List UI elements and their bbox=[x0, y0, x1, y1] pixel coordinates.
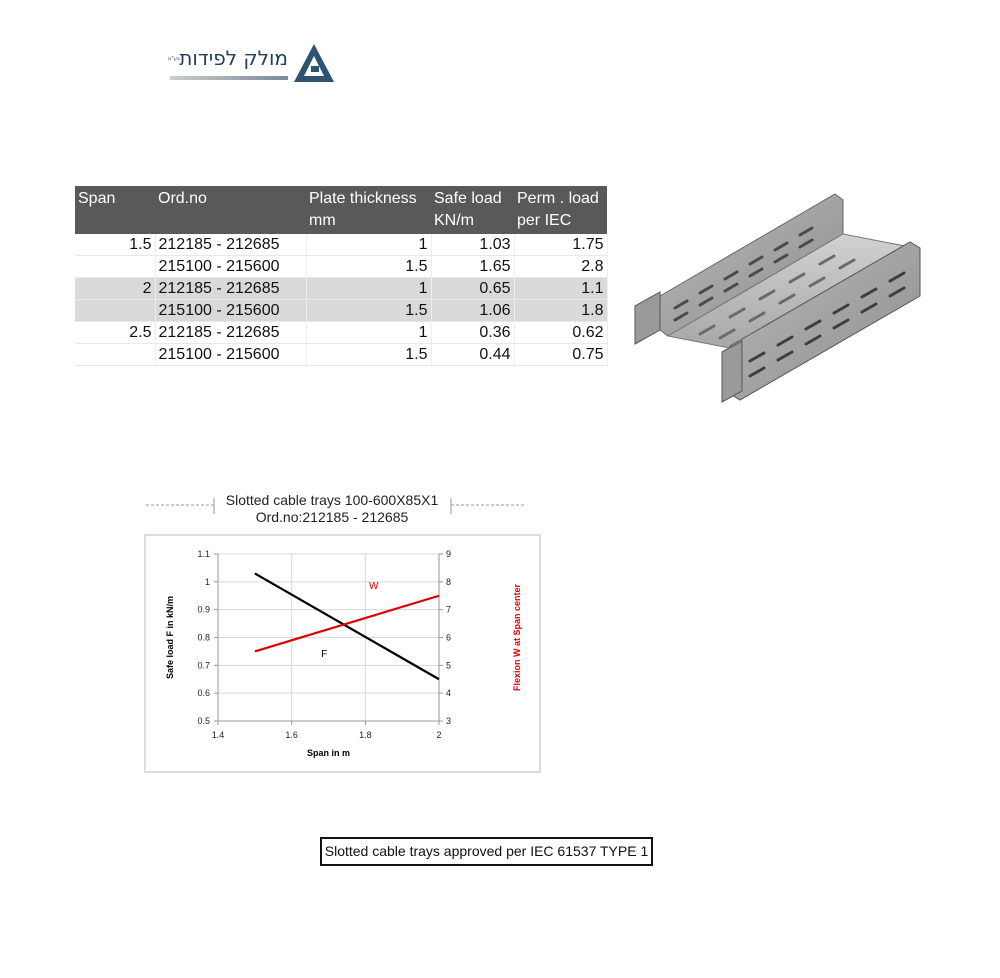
y2-tick-label: 6 bbox=[446, 632, 452, 643]
x-tick-label: 2 bbox=[436, 730, 442, 740]
y2-tick-label: 4 bbox=[446, 688, 452, 699]
y-tick-label: 0.9 bbox=[197, 604, 210, 615]
cell-safe: 1.03 bbox=[431, 234, 514, 256]
y2-tick-label: 8 bbox=[446, 576, 452, 587]
cell-safe: 0.36 bbox=[431, 322, 514, 344]
cell-safe: 0.65 bbox=[431, 278, 514, 300]
header-span: Span bbox=[75, 186, 155, 234]
y-tick-label: 0.7 bbox=[197, 660, 210, 671]
y-tick-label: 0.5 bbox=[197, 716, 210, 726]
cell-ordno: 212185 - 212685 bbox=[155, 322, 306, 344]
logo-small-text: בע"מ bbox=[168, 56, 180, 62]
x-tick-label: 1.8 bbox=[359, 730, 372, 740]
logo-text: מולק לפידות bbox=[179, 46, 288, 70]
cell-perm: 1.8 bbox=[514, 300, 607, 322]
cell-perm: 0.75 bbox=[514, 344, 607, 366]
header-perm-load: Perm . load per IEC bbox=[514, 186, 607, 234]
table-row bbox=[75, 344, 607, 366]
table-row bbox=[75, 234, 607, 256]
series-label-f: F bbox=[321, 648, 328, 660]
y2-tick-label: 9 bbox=[446, 549, 452, 559]
cell-safe: 1.65 bbox=[431, 256, 514, 278]
cell-span: 2 bbox=[75, 278, 155, 300]
logo-underline bbox=[170, 76, 288, 80]
y-tick-label: 0.6 bbox=[197, 688, 210, 699]
cell-span bbox=[75, 300, 155, 322]
y-tick-label: 0.8 bbox=[197, 632, 210, 643]
cell-span bbox=[75, 256, 155, 278]
load-flexion-chart bbox=[140, 490, 550, 780]
header-safe-load: Safe load KN/m bbox=[431, 186, 514, 234]
cell-safe: 0.44 bbox=[431, 344, 514, 366]
cell-span: 2.5 bbox=[75, 322, 155, 344]
y2-tick-label: 5 bbox=[446, 660, 452, 671]
cell-plate: 1.5 bbox=[306, 300, 431, 322]
cable-tray-image bbox=[630, 186, 930, 406]
cell-plate: 1.5 bbox=[306, 256, 431, 278]
approval-note: Slotted cable trays approved per IEC 61537 TYPE 1 bbox=[320, 837, 653, 866]
cell-span: 1.5 bbox=[75, 234, 155, 256]
table-row bbox=[75, 278, 607, 300]
cell-perm: 0.62 bbox=[514, 322, 607, 344]
table-row bbox=[75, 300, 607, 322]
y-tick-label: 1 bbox=[204, 576, 210, 587]
y-axis-label: Safe load F in kN/m bbox=[165, 595, 175, 680]
cell-plate: 1.5 bbox=[306, 344, 431, 366]
cell-safe: 1.06 bbox=[431, 300, 514, 322]
cell-perm: 1.1 bbox=[514, 278, 607, 300]
y2-axis-label: Flexion W at Span center bbox=[512, 583, 522, 692]
cell-perm: 2.8 bbox=[514, 256, 607, 278]
chart-frame bbox=[145, 535, 540, 772]
cell-plate: 1 bbox=[306, 234, 431, 256]
logo-mark-icon bbox=[292, 42, 336, 86]
y-tick-label: 1.1 bbox=[197, 549, 210, 559]
table-row bbox=[75, 322, 607, 344]
cell-perm: 1.75 bbox=[514, 234, 607, 256]
cell-plate: 1 bbox=[306, 322, 431, 344]
header-plate-thickness: Plate thickness mm bbox=[306, 186, 431, 234]
x-tick-label: 1.4 bbox=[211, 730, 225, 740]
chart-title-line2: Ord.no:212185 - 212685 bbox=[255, 509, 409, 525]
company-logo bbox=[168, 42, 336, 86]
y2-tick-label: 3 bbox=[446, 716, 452, 726]
y2-tick-label: 7 bbox=[446, 604, 452, 615]
header-ordno: Ord.no bbox=[155, 186, 306, 234]
cell-plate: 1 bbox=[306, 278, 431, 300]
table-header-row bbox=[75, 186, 607, 234]
cell-span bbox=[75, 344, 155, 366]
cell-ordno: 215100 - 215600 bbox=[155, 344, 306, 366]
cell-ordno: 215100 - 215600 bbox=[155, 300, 306, 322]
chart-title-line1: Slotted cable trays 100-600X85X1 bbox=[225, 492, 439, 508]
cell-ordno: 215100 - 215600 bbox=[155, 256, 306, 278]
series-label-w: W bbox=[369, 580, 379, 592]
x-tick-label: 1.6 bbox=[285, 730, 298, 740]
table-row bbox=[75, 256, 607, 278]
cell-ordno: 212185 - 212685 bbox=[155, 278, 306, 300]
spec-table bbox=[75, 186, 608, 366]
cell-ordno: 212185 - 212685 bbox=[155, 234, 306, 256]
x-axis-label: Span in m bbox=[306, 748, 351, 758]
